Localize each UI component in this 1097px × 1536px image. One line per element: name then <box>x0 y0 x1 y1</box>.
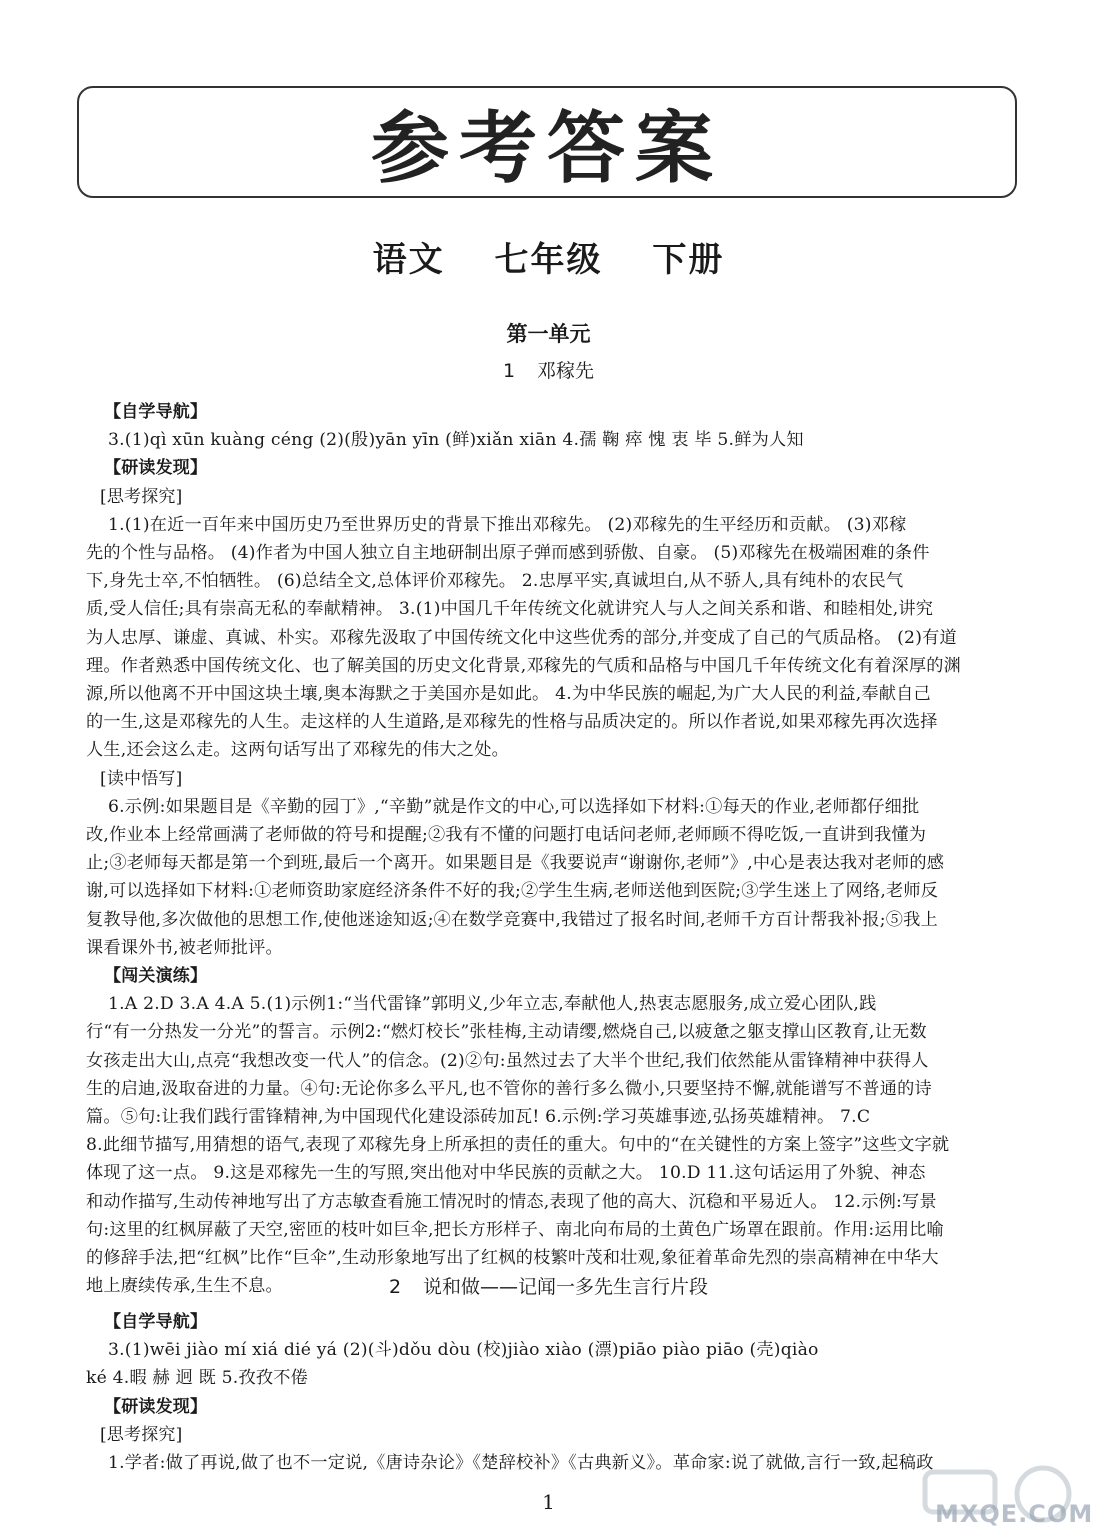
answer-line: 生的启迪,汲取奋进的力量。④句:无论你多么平凡,也不管你的善行多么微小,只要坚持不懈,就能谱写不普通的诗 <box>86 1078 932 1099</box>
answer-line: 改,作业本上经常画满了老师做的符号和提醒;②我有不懂的问题打电话问老师,老师顾不得吃饭,一直讲到我懂为 <box>86 825 927 846</box>
answer-line: 的一生,这是邓稼先的人生。走这样的人生道路,是邓稼先的性格与品质决定的。所以作者说,如果邓稼先再次选择 <box>86 712 938 733</box>
unit-heading: 第一单元 <box>506 322 591 346</box>
answer-line: 6.示例:如果题目是《辛勤的园丁》,“辛勤”就是作文的中心,可以选择如下材料:①每天的作业,老师都仔细批 <box>108 796 920 817</box>
answer-line: 理。作者熟悉中国传统文化、也了解美国的历史文化背景,邓稼先的气质和品格与中国几千年传统文化有着深厚的渊 <box>86 655 962 676</box>
answer-line: 女孩走出大山,点亮“我想改变一代人”的信念。(2)②句:虽然过去了大半个世纪,我们依然能从雷锋精神中获得人 <box>86 1050 929 1071</box>
answer-line: 行“有一分热发一分光”的誓言。示例2:“燃灯校长”张桂梅,主动请缨,燃烧自己,以疲惫之躯支撑山区教育,让无数 <box>86 1022 927 1043</box>
answer-line: 3.(1)qì xūn kuàng céng (2)(殷)yān yīn (鲜)xiǎn xiān 4.孺 鞠 瘁 愧 衷 毕 5.鲜为人知 <box>108 430 804 451</box>
section-header: 【研读发现】 <box>104 1396 208 1417</box>
lesson-2-content <box>86 1308 1026 1477</box>
answer-line: 人生,还会这么走。这两句话写出了邓稼先的伟大之处。 <box>86 740 509 761</box>
watermark-text: MXQE.COM <box>935 1500 1094 1528</box>
answer-line: 复教导他,多次做他的思想工作,使他迷途知返;④在数学竞赛中,我错过了报名时间,老师千方百计帮我补报;⑤我上 <box>86 909 938 930</box>
answer-line: 先的个性与品格。 (4)作者为中国人独立自主地研制出原子弹而感到骄傲、自豪。 (5)邓稼先在极端困难的条件 <box>86 543 930 564</box>
lesson-1-number: 1 <box>502 360 516 382</box>
answer-line: 句:这里的红枫屏蔽了天空,密匝的枝叶如巨伞,把长方形样子、南北向布局的土黄色广场罩在跟前。作用:运用比喻 <box>86 1219 944 1240</box>
answer-line: 8.此细节描写,用猜想的语气,表现了邓稼先身上所承担的责任的重大。句中的“在关键性的方案上签字”这些文字就 <box>86 1135 950 1156</box>
answer-line: 下,身先士卒,不怕牺牲。 (6)总结全文,总体评价邓稼先。 2.忠厚平实,真诚坦白,从不骄人,具有纯朴的农民气 <box>86 571 904 592</box>
answer-line: 1.(1)在近一百年来中国历史乃至世界历史的背景下推出邓稼先。 (2)邓稼先的生平经历和贡献。 (3)邓稼 <box>108 514 907 535</box>
subsection-header: [思考探究] <box>100 1424 183 1445</box>
answer-line: 体现了这一点。 9.这是邓稼先一生的写照,突出他对中华民族的贡献之大。 10.D 11.这句话运用了外貌、神态 <box>86 1163 926 1184</box>
subsection-header: [思考探究] <box>100 486 183 507</box>
answer-line: 1.A 2.D 3.A 4.A 5.(1)示例1:“当代雷锋”郭明义,少年立志,奉献他人,热衷志愿服务,成立爱心团队,践 <box>108 994 877 1015</box>
answer-line: ké 4.暇 赫 迥 既 5.孜孜不倦 <box>86 1368 309 1389</box>
lesson-2-name: 说和做——记闻一多先生言行片段 <box>423 1276 709 1298</box>
answer-line: 篇。⑤句:让我们践行雷锋精神,为中国现代化建设添砖加瓦! 6.示例:学习英雄事迹,弘扬英雄精神。 7.C <box>86 1107 871 1128</box>
answer-line: 为人忠厚、谦虚、真诚、朴实。邓稼先汲取了中国传统文化中这些优秀的部分,并变成了自己的气质品格。 (2)有道 <box>86 627 957 648</box>
lesson-1-content <box>86 398 1026 1301</box>
section-header: 【自学导航】 <box>104 402 208 422</box>
answer-line: 课看课外书,被老师批评。 <box>86 937 283 958</box>
page-title: 参考答案 <box>370 104 723 194</box>
answer-line: 源,所以他离不开中国这块土壤,奥本海默之于美国亦是如此。 4.为中华民族的崛起,为广大人民的利益,奉献自己 <box>86 684 931 705</box>
answer-line: 谢,可以选择如下材料:①老师资助家庭经济条件不好的我;②学生生病,老师送他到医院;③学生迷上了网络,老师反 <box>86 881 939 902</box>
answer-line: 止;③老师每天都是第一个到班,最后一个离开。如果题目是《我要说声“谢谢你,老师”》,中心是表达我对老师的感 <box>86 853 945 874</box>
answer-line: 3.(1)wēi jiào mí xiá dié yá (2)(斗)dǒu dòu (校)jiào xiào (漂)piāo piào piāo (壳)qiào <box>108 1340 819 1361</box>
lesson-1-title <box>0 356 1097 383</box>
lesson-2-number: 2 <box>388 1276 402 1298</box>
section-header: 【自学导航】 <box>104 1312 208 1332</box>
subject-heading <box>0 232 1097 281</box>
answer-line: 和动作描写,生动传神地写出了方志敏查看施工情况时的情态,表现了他的高大、沉稳和平易近人。 12.示例:写景 <box>86 1191 937 1212</box>
title-banner <box>77 86 1017 198</box>
page-number: 1 <box>542 1490 555 1514</box>
answer-line: 质,受人信任;具有崇高无私的奉献精神。 3.(1)中国几千年传统文化就讲究人与人之间关系和谐、和睦相处,讲究 <box>86 599 934 620</box>
subject-volume: 下册 <box>652 240 725 280</box>
answer-line: 的修辞手法,把“红枫”比作“巨伞”,生动形象地写出了红枫的枝繁叶茂和壮观,象征着革命先烈的崇高精神在中华大 <box>86 1248 939 1269</box>
lesson-2-title <box>0 1272 1097 1299</box>
answer-line: 地上赓续传承,生生不息。 <box>86 1276 283 1297</box>
answer-line: 1.学者:做了再说,做了也不一定说,《唐诗杂论》《楚辞校补》《古典新义》。革命家:说了就做,言行一致,起稿政 <box>108 1453 934 1474</box>
subsection-header: [读中悟写] <box>100 768 183 789</box>
subject-grade: 七年级 <box>494 240 603 280</box>
subject-course: 语文 <box>372 240 445 280</box>
section-header: 【研读发现】 <box>104 458 208 479</box>
lesson-1-name: 邓稼先 <box>537 360 595 382</box>
section-header: 【闯关演练】 <box>104 966 208 987</box>
